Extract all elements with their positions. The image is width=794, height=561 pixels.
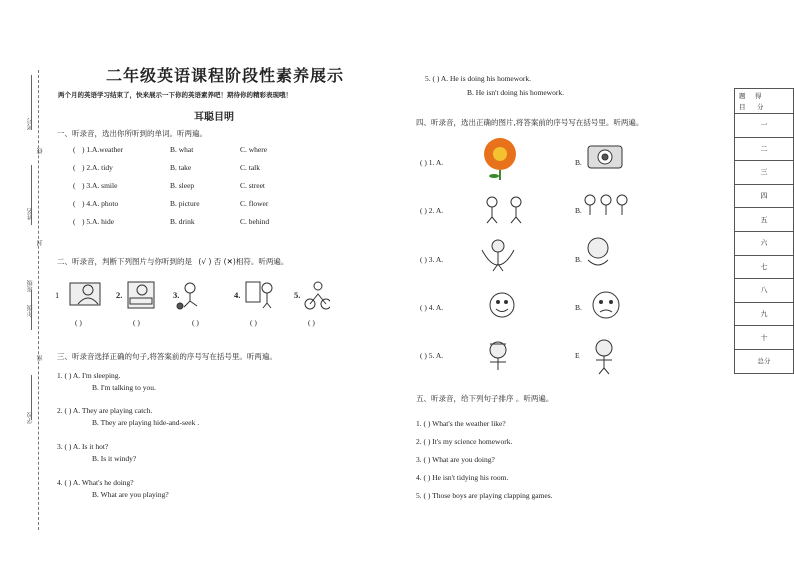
section4-pictures: [478, 138, 638, 378]
margin-label-exam-no: 考号: [28, 118, 34, 130]
section4-question[interactable]: ( ) 4. A.: [420, 303, 444, 312]
section3-item-a: 2. ( ) A. They are playing catch.: [57, 406, 153, 415]
section4-option-b: B.: [575, 158, 582, 167]
score-row-label: 九: [735, 302, 794, 326]
page-title: 二年级英语课程阶段性素养展示: [106, 66, 345, 85]
section1-option-a: ) 5.A. hide: [82, 217, 115, 226]
section1-bracket[interactable]: (: [73, 145, 76, 154]
section1-option-c: C. where: [240, 145, 268, 154]
section1-bracket[interactable]: (: [73, 163, 76, 172]
score-row-label: 六: [735, 231, 794, 255]
listening-heading: 耳聪目明: [194, 112, 234, 123]
section4-option-b: B.: [575, 303, 582, 312]
section4-title: 四、听录音，选出正确的图片,将答案前的序号写在括号里。听两遍。: [416, 118, 644, 127]
section3-item-b: B. They are playing hide-and-seek .: [92, 418, 200, 427]
score-table: [734, 88, 794, 374]
section1-option-b: B. take: [170, 163, 192, 172]
section3-item-a: 4. ( ) A. What's he doing?: [57, 478, 134, 487]
score-row-label: 四: [735, 184, 794, 208]
section2-num-5: 5.: [294, 290, 301, 300]
margin-label-line: 线: [38, 148, 44, 154]
section3-title: 三、听录音选择正确的句子,将答案前的序号写在括号里。听两遍。: [57, 352, 277, 361]
score-row-label: 八: [735, 279, 794, 303]
section4-question[interactable]: ( ) 2. A.: [420, 206, 444, 215]
score-row-label: 七: [735, 255, 794, 279]
score-row-label: 十: [735, 326, 794, 350]
section1-option-b: B. sleep: [170, 181, 195, 190]
section3-item-b: B. Is it windy?: [92, 454, 137, 463]
margin-label-school: 学校: [28, 412, 34, 424]
section2-num-2: 2.: [116, 290, 123, 300]
section1-option-c: C. behind: [240, 217, 270, 226]
section1-option-a: ) 3.A. smile: [82, 181, 118, 190]
section4-option-b: B.: [575, 255, 582, 264]
section2-num-1: 1: [55, 290, 60, 300]
section2-answer-5[interactable]: ( ): [308, 318, 315, 327]
section1-option-b: B. drink: [170, 217, 195, 226]
section2-num-3: 3.: [173, 290, 180, 300]
section1-bracket[interactable]: (: [73, 181, 76, 190]
section3-q5-a: 5. ( ) A. He is doing his homework.: [425, 74, 532, 83]
section5-item[interactable]: 3. ( ) What are you doing?: [416, 455, 495, 464]
margin-label-class: 班级: [28, 280, 34, 292]
section1-option-b: B. picture: [170, 199, 200, 208]
section5-item[interactable]: 4. ( ) He isn't tidying his room.: [416, 473, 509, 482]
margin-label-seal: 封: [38, 240, 44, 246]
section1-bracket[interactable]: (: [73, 217, 76, 226]
section1-option-a: ) 1.A.weather: [82, 145, 124, 154]
margin-label-name: 姓名: [28, 208, 34, 220]
section1-option-a: ) 2.A. tidy: [82, 163, 113, 172]
score-row-label: 一: [735, 114, 794, 138]
section5-item[interactable]: 2. ( ) It's my science homework.: [416, 437, 513, 446]
section1-option-c: C. street: [240, 181, 265, 190]
section4-question[interactable]: ( ) 1. A.: [420, 158, 444, 167]
section2-answer-3[interactable]: ( ): [192, 318, 199, 327]
section4-question[interactable]: ( ) 5. A.: [420, 351, 444, 360]
section3-item-b: B. I'm talking to you.: [92, 383, 156, 392]
section5-item[interactable]: 1. ( ) What's the weather like?: [416, 419, 506, 428]
section3-item-a: 3. ( ) A. Is it hot?: [57, 442, 109, 451]
score-row-label: 三: [735, 161, 794, 185]
page-subtitle: 两个月的英语学习结束了，快来展示一下你的英语素养吧！期待你的精彩表现哦！: [58, 91, 292, 99]
section4-option-b: E: [575, 351, 580, 360]
section2-answer-2[interactable]: ( ): [133, 318, 140, 327]
section2-title: 二、听录音，判断下列图片与你听到的是 (√ ) 否 (✕)相符。听两遍。: [57, 257, 289, 266]
binding-line: [38, 70, 39, 530]
margin-label-grade: 年级: [28, 305, 34, 317]
section1-option-c: C. talk: [240, 163, 260, 172]
score-row-label: 总分: [735, 349, 794, 373]
section4-option-b: B.: [575, 206, 582, 215]
section1-bracket[interactable]: (: [73, 199, 76, 208]
score-row-label: 二: [735, 137, 794, 161]
section5-title: 五、听录音，给下列句子排序 。听两遍。: [416, 394, 554, 403]
section2-answer-1[interactable]: ( ): [75, 318, 82, 327]
section1-option-b: B. what: [170, 145, 194, 154]
section4-question[interactable]: ( ) 3. A.: [420, 255, 444, 264]
section3-item-a: 1. ( ) A. I'm sleeping.: [57, 371, 121, 380]
cross-mark-icon: ✕: [226, 257, 233, 266]
section5-item[interactable]: 5. ( ) Those boys are playing clapping games.: [416, 491, 553, 500]
score-table-header: 题 得 目 分: [735, 89, 794, 114]
section1-option-c: C. flower: [240, 199, 269, 208]
score-row-label: 五: [735, 208, 794, 232]
section2-answer-4[interactable]: ( ): [250, 318, 257, 327]
section3-q5-b: B. He isn't doing his homework.: [467, 88, 564, 97]
margin-label-secret: 密: [38, 355, 44, 361]
section1-option-a: ) 4.A. photo: [82, 199, 119, 208]
section3-item-b: B. What are you playing?: [92, 490, 169, 499]
section2-num-4: 4.: [234, 290, 241, 300]
section1-title: 一、听录音，选出你所听到的单词。听两遍。: [57, 129, 207, 138]
section2-pictures: [60, 280, 330, 310]
